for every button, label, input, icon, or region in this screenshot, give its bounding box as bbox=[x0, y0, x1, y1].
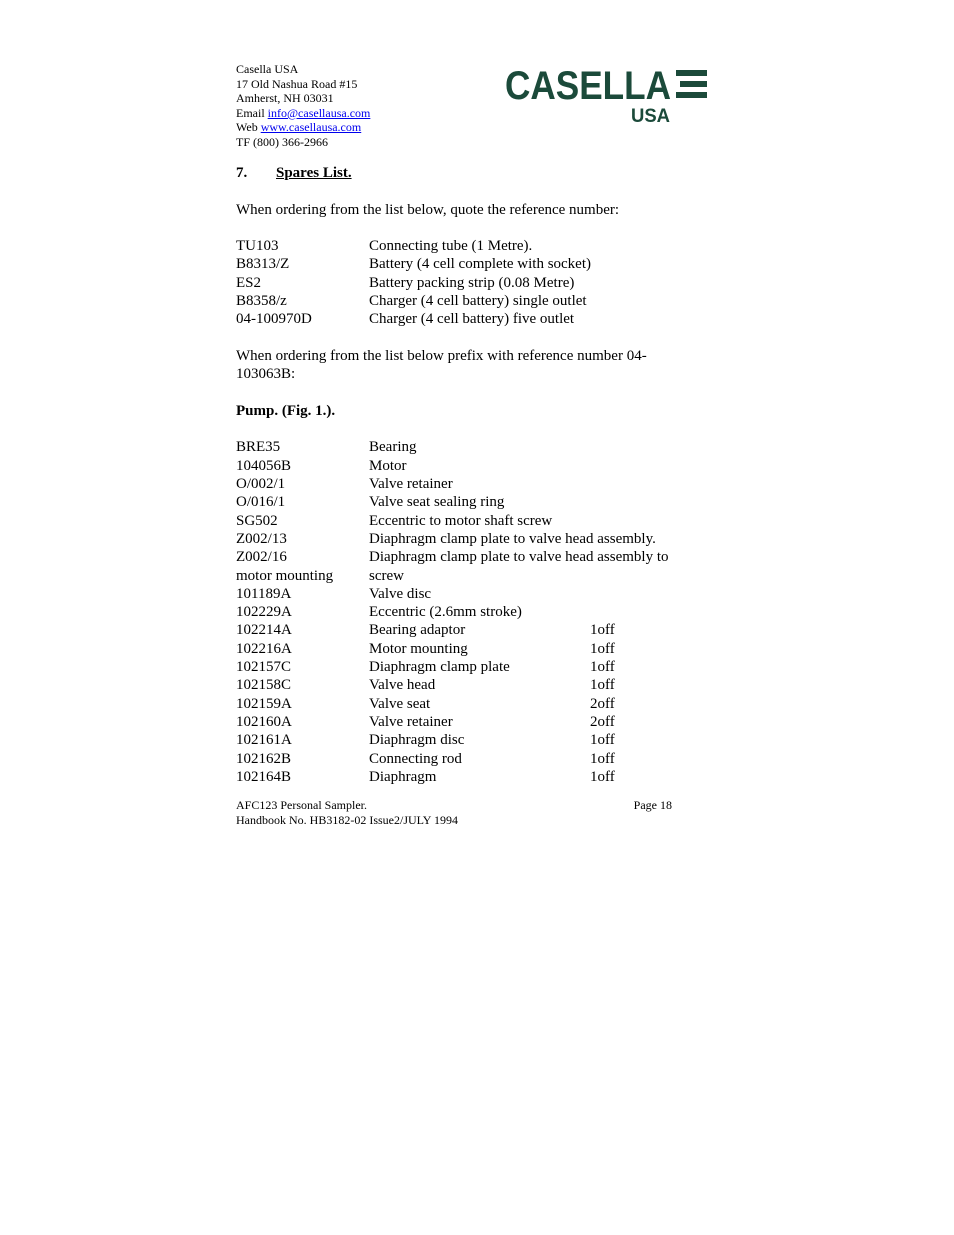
part-description: Bearing adaptor bbox=[369, 622, 466, 639]
list-item bbox=[236, 310, 696, 328]
part-description: Valve head bbox=[369, 677, 436, 694]
part-code: motor mounting bbox=[236, 567, 334, 584]
part-description: Charger (4 cell battery) five outlet bbox=[369, 311, 575, 328]
list-item bbox=[236, 658, 696, 676]
list-item bbox=[236, 255, 696, 273]
list-item bbox=[236, 603, 696, 621]
phone-line: TF (800) 366-2966 bbox=[236, 134, 328, 149]
part-description: Diaphragm clamp plate to valve head assembly to bbox=[369, 549, 669, 566]
list-item bbox=[236, 713, 696, 731]
list-item bbox=[236, 475, 696, 493]
part-code: ES2 bbox=[236, 274, 262, 291]
web-link[interactable]: www.casellausa.com bbox=[260, 120, 362, 135]
part-code: 102216A bbox=[236, 640, 292, 657]
part-code: 101189A bbox=[236, 585, 292, 602]
part-code: TU103 bbox=[236, 238, 279, 255]
part-description: Battery packing strip (0.08 Metre) bbox=[369, 274, 575, 291]
part-description: Diaphragm clamp plate to valve head assembly. bbox=[369, 530, 656, 547]
part-quantity: 1off bbox=[590, 750, 615, 767]
part-code: Z002/13 bbox=[236, 530, 287, 547]
part-description: Valve retainer bbox=[369, 476, 453, 493]
part-code: B8313/Z bbox=[236, 256, 290, 273]
logo-stripe-top bbox=[676, 70, 707, 76]
part-description: Diaphragm disc bbox=[369, 732, 465, 749]
email-label: Email bbox=[236, 105, 268, 120]
logo-brand: CASELLA bbox=[505, 66, 671, 108]
part-code: B8358/z bbox=[236, 293, 287, 310]
list-item bbox=[236, 530, 696, 548]
part-quantity: 1off bbox=[590, 659, 615, 676]
pump-heading: Pump. (Fig. 1.). bbox=[236, 402, 336, 419]
city-state-zip: Amherst, NH 03031 bbox=[236, 91, 334, 106]
part-code: 102159A bbox=[236, 695, 292, 712]
part-code: 102214A bbox=[236, 622, 292, 639]
logo-stripe-bottom bbox=[676, 92, 707, 98]
part-code: 102162B bbox=[236, 750, 292, 767]
part-code: 102160A bbox=[236, 713, 292, 730]
web-line bbox=[236, 120, 370, 135]
list-item bbox=[236, 750, 696, 768]
list-item bbox=[236, 548, 696, 566]
list-item bbox=[236, 292, 696, 310]
street-address: 17 Old Nashua Road #15 bbox=[236, 76, 358, 91]
part-description: Battery (4 cell complete with socket) bbox=[369, 256, 592, 273]
footer-handbook: Handbook No. HB3182-02 Issue2/JULY 1994 bbox=[236, 812, 459, 827]
part-quantity: 1off bbox=[590, 732, 615, 749]
company-name: Casella USA bbox=[236, 62, 299, 76]
part-description: Connecting rod bbox=[369, 750, 462, 767]
list-item bbox=[236, 457, 696, 475]
section-title: Spares List. bbox=[276, 165, 352, 181]
part-quantity: 1off bbox=[590, 768, 615, 785]
list-item bbox=[236, 676, 696, 694]
part-code: O/002/1 bbox=[236, 476, 286, 493]
part-description: Valve seat sealing ring bbox=[369, 494, 505, 511]
page-number: Page 18 bbox=[633, 798, 672, 812]
casella-usa-logo bbox=[505, 66, 715, 126]
part-quantity: 1off bbox=[590, 622, 615, 639]
prefix-text: When ordering from the list below prefix with reference number 04-103063B: bbox=[236, 347, 647, 383]
list-item bbox=[236, 621, 696, 639]
part-description: screw bbox=[369, 567, 404, 584]
section-number: 7. bbox=[236, 165, 248, 181]
list-item bbox=[236, 274, 696, 292]
reference-list bbox=[236, 237, 696, 328]
list-item bbox=[236, 493, 696, 511]
part-code: 102164B bbox=[236, 768, 292, 785]
section-heading bbox=[236, 164, 696, 182]
part-quantity: 2off bbox=[590, 695, 615, 712]
part-code: 102229A bbox=[236, 604, 292, 621]
email-line bbox=[236, 106, 370, 121]
part-description: Eccentric (2.6mm stroke) bbox=[369, 604, 522, 621]
part-code: 102158C bbox=[236, 677, 292, 694]
part-description: Motor bbox=[369, 457, 407, 474]
part-description: Connecting tube (1 Metre). bbox=[369, 238, 533, 255]
part-description: Motor mounting bbox=[369, 640, 468, 657]
logo-stripe-middle bbox=[680, 81, 707, 87]
intro-text: When ordering from the list below, quote the reference number: bbox=[236, 201, 620, 218]
logo-region: USA bbox=[631, 106, 671, 126]
page-footer bbox=[236, 798, 672, 827]
part-code: Z002/16 bbox=[236, 549, 287, 566]
part-quantity: 1off bbox=[590, 640, 615, 657]
part-code: 102161A bbox=[236, 732, 292, 749]
list-item bbox=[236, 512, 696, 530]
part-quantity: 2off bbox=[590, 713, 615, 730]
part-code: O/016/1 bbox=[236, 494, 286, 511]
company-address bbox=[236, 62, 370, 150]
list-item bbox=[236, 768, 696, 786]
part-code: BRE35 bbox=[236, 439, 281, 456]
part-description: Bearing bbox=[369, 439, 417, 456]
list-item bbox=[236, 640, 696, 658]
part-quantity: 1off bbox=[590, 677, 615, 694]
footer-product: AFC123 Personal Sampler. bbox=[236, 798, 367, 812]
part-code: SG502 bbox=[236, 512, 278, 529]
part-description: Diaphragm clamp plate bbox=[369, 659, 510, 676]
list-item bbox=[236, 731, 696, 749]
part-description: Valve seat bbox=[369, 695, 431, 712]
list-item bbox=[236, 695, 696, 713]
part-code: 104056B bbox=[236, 457, 292, 474]
list-item bbox=[236, 585, 696, 603]
part-description: Valve retainer bbox=[369, 713, 453, 730]
part-description: Eccentric to motor shaft screw bbox=[369, 512, 553, 529]
pump-parts-list bbox=[236, 438, 696, 786]
email-link[interactable]: info@casellausa.com bbox=[267, 105, 371, 120]
list-item bbox=[236, 438, 696, 456]
part-code: 102157C bbox=[236, 659, 292, 676]
part-code: 04-100970D bbox=[236, 311, 312, 328]
list-item bbox=[236, 237, 696, 255]
part-description: Valve disc bbox=[369, 585, 432, 602]
list-item bbox=[236, 567, 696, 585]
document-body bbox=[236, 164, 696, 786]
part-description: Diaphragm bbox=[369, 768, 437, 785]
part-description: Charger (4 cell battery) single outlet bbox=[369, 293, 587, 310]
web-label: Web bbox=[236, 120, 261, 135]
